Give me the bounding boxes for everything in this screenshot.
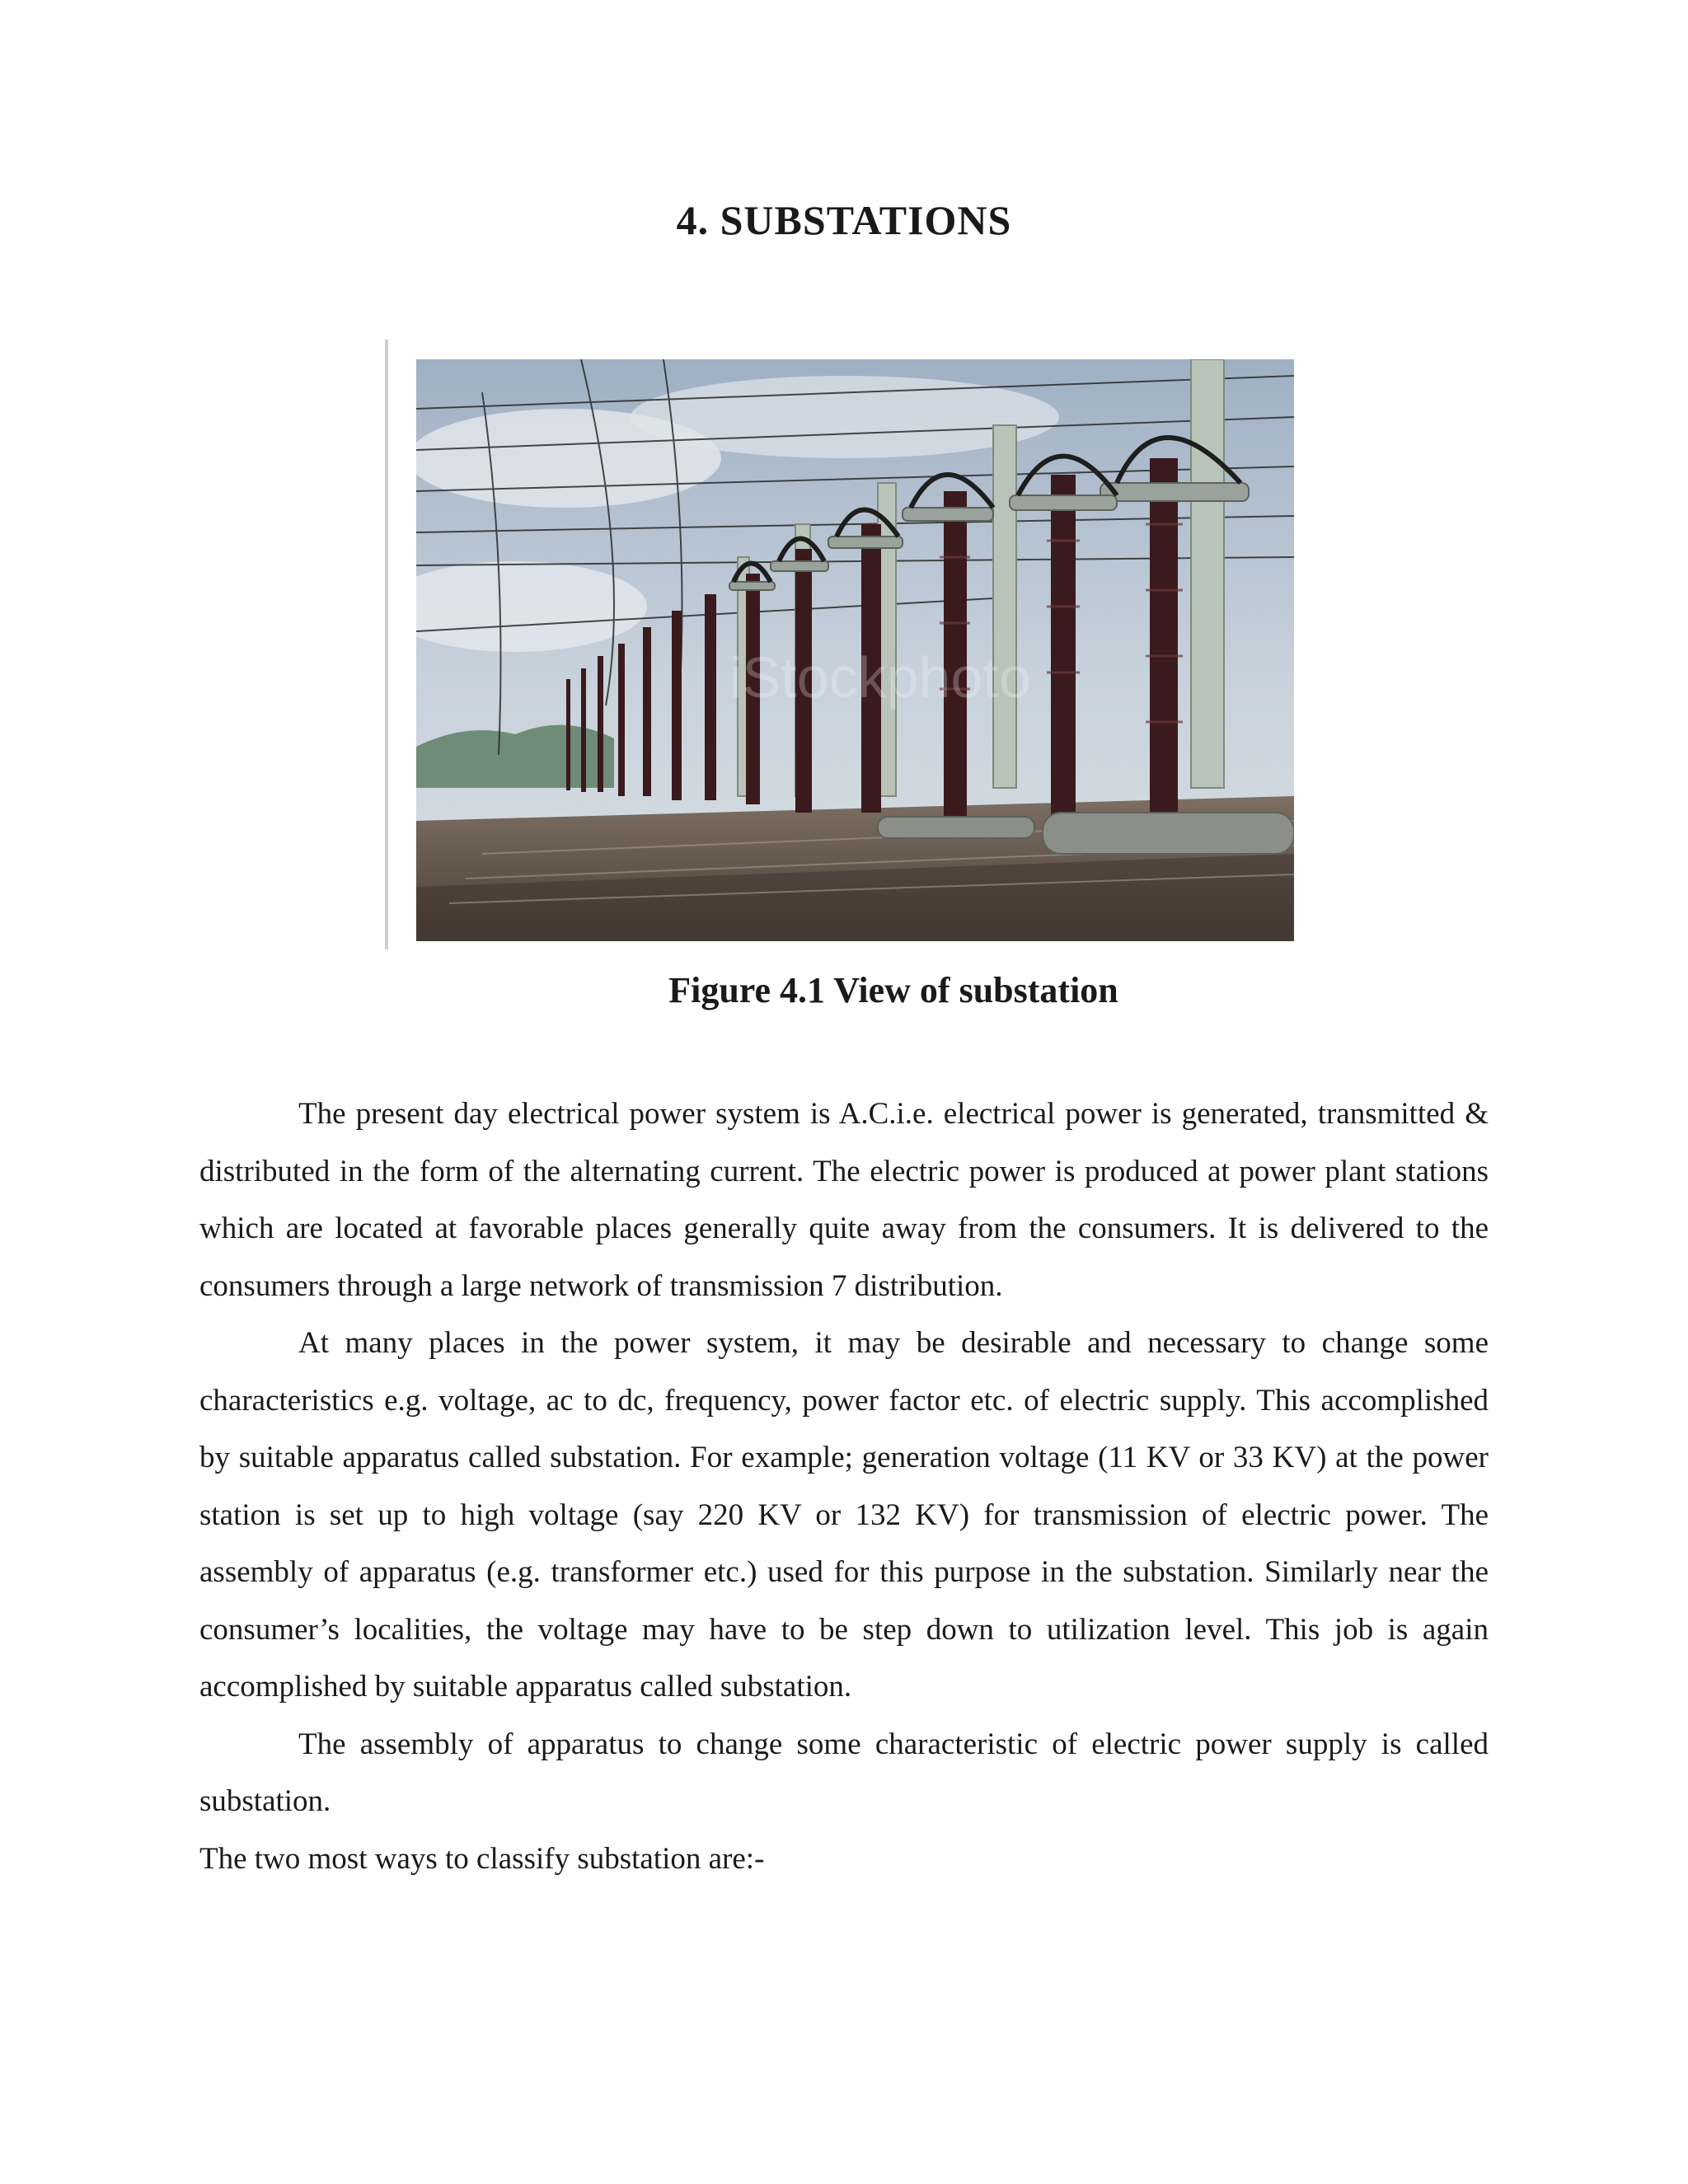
body-text: [199, 1085, 1489, 1887]
chapter-title: 4. SUBSTATIONS: [676, 197, 1012, 243]
substation-photo: [416, 359, 1294, 941]
photo-watermark: iStockphoto: [729, 645, 1031, 710]
paragraph-3: The assembly of apparatus to change some characteristic of electric power supply is called substation.: [199, 1727, 1489, 1818]
paragraph-4: The two most ways to classify substation are:-: [199, 1841, 765, 1876]
figure-caption: Figure 4.1 View of substation: [668, 970, 1118, 1010]
paragraph-2: At many places in the power system, it may be desirable and necessary to change some characteristics e.g. voltage, ac to dc, frequency, power factor etc. of electric supply. This accomplished by suitable apparatus called substation. For example; generation voltage (11 KV or 33 KV) at the power station is set up to high voltage (say 220 KV or 132 KV) for transmission of electric power. The assembly of apparatus (e.g. transformer etc.) used for this purpose in the substation. Similarly near the consumer’s localities, the voltage may have to be step down to utilization level. This job is again accomplished by suitable apparatus called substation.: [199, 1326, 1489, 1704]
paragraph-1: The present day electrical power system is A.C.i.e. electrical power is generated, transmitted & distributed in the form of the alternating current. The electric power is produced at power plant stations which are located at favorable places generally quite away from the consumers. It is delivered to the consumers through a large network of transmission 7 distribution.: [199, 1097, 1489, 1303]
